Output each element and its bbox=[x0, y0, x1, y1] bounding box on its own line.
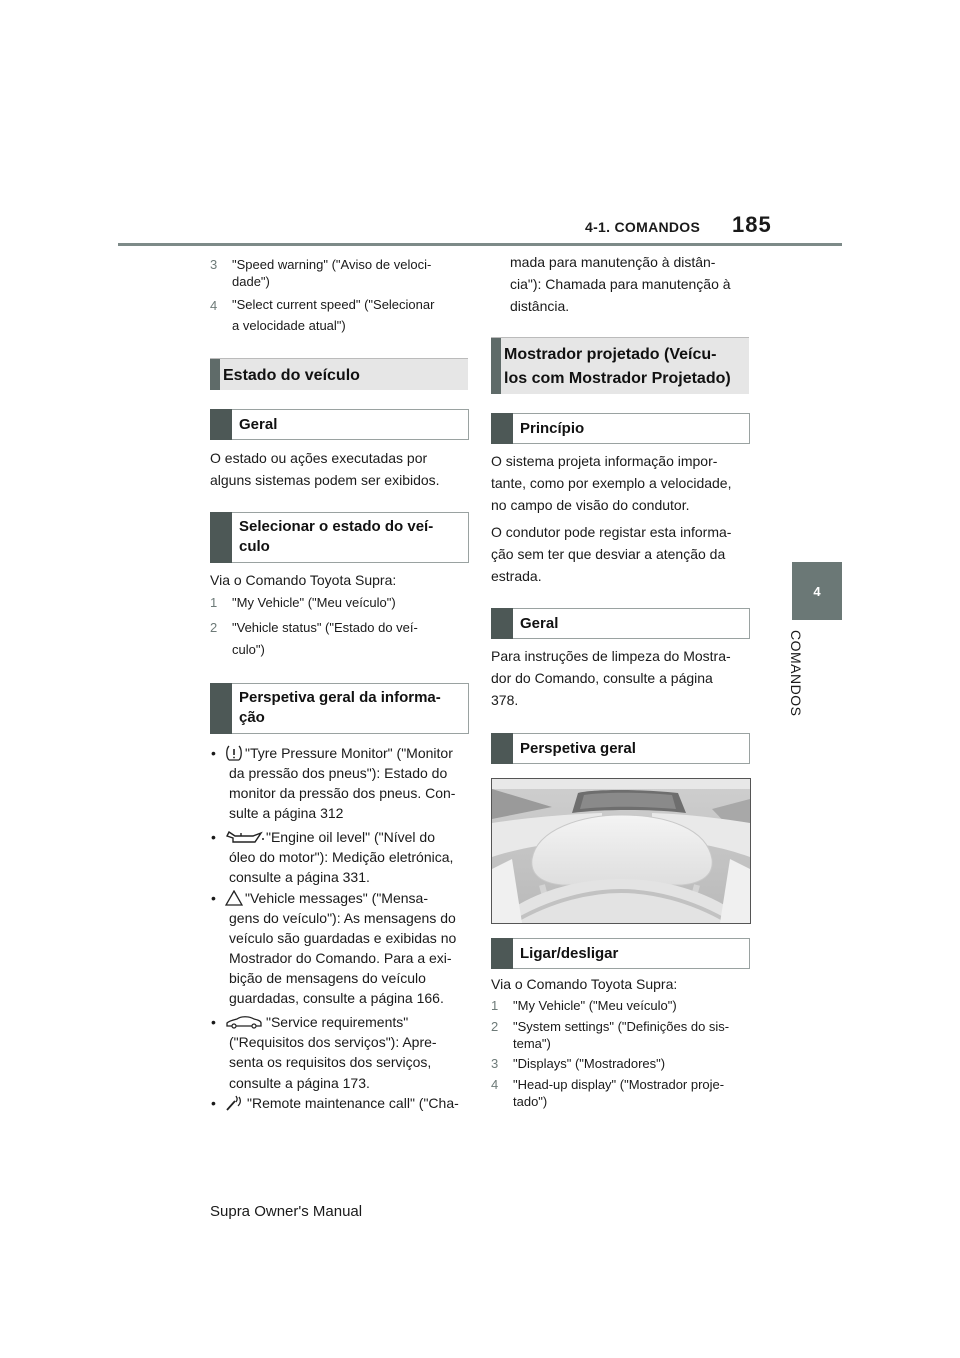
heading-mostrador-projetado: Mostrador projetado (Veícu- los com Mostrador Projetado) bbox=[491, 337, 749, 394]
step-1: 1 "My Vehicle" ("Meu veículo") bbox=[210, 595, 396, 610]
paragraph-geral-right: Para instruções de limpeza do Mostra- dor do Comando, consulte a página 378. bbox=[491, 648, 731, 708]
step-4 bbox=[210, 295, 470, 333]
footer-manual-title: Supra Owner's Manual bbox=[210, 1203, 363, 1220]
via-comando-text-right: Via o Comando Toyota Supra: bbox=[491, 976, 678, 992]
continued-text: mada para manutenção à distân- cia"): Chamada para manutenção à distância. bbox=[510, 254, 731, 314]
paragraph-principio: O sistema projeta informação impor- tante, como por exemplo a velocidade, no campo de visão do condutor. O condutor pode registar esta informa- ção sem ter que desviar a atenção da estrada. bbox=[491, 453, 732, 584]
step-4-right: 4 "Head-up display" ("Mostrador proje- tado") bbox=[491, 1077, 725, 1109]
step-number: 3 bbox=[210, 257, 218, 272]
chapter-tab: 4 bbox=[792, 562, 842, 620]
step-2-right: 2 "System settings" ("Definições do sis- tema") bbox=[491, 1019, 730, 1051]
subheading-geral: Geral bbox=[210, 409, 469, 440]
warning-triangle-icon bbox=[225, 890, 243, 906]
chapter-label: COMANDOS bbox=[788, 630, 804, 717]
subheading-perspetiva-geral-informacao: Perspetiva geral da informa- ção bbox=[210, 683, 469, 734]
section-title: 4-1. COMANDOS bbox=[585, 219, 701, 235]
subheading-principio: Princípio bbox=[491, 413, 750, 444]
car-service-icon bbox=[225, 1015, 263, 1029]
oil-can-icon bbox=[225, 830, 265, 844]
subheading-geral-right: Geral bbox=[491, 608, 750, 639]
step-3 bbox=[210, 256, 470, 289]
page-number: 185 bbox=[732, 212, 772, 237]
header-rule bbox=[118, 243, 842, 246]
heading-estado-do-veiculo: Estado do veículo bbox=[210, 358, 468, 390]
step-1-right: 1 "My Vehicle" ("Meu veículo") bbox=[491, 998, 677, 1013]
step-text: "Select current speed" ("Selecionar a velocidade atual") bbox=[232, 297, 435, 333]
tyre-pressure-icon bbox=[225, 745, 243, 761]
step-2: 2 "Vehicle status" ("Estado do veí- culo") bbox=[210, 620, 418, 657]
via-comando-text: Via o Comando Toyota Supra: bbox=[210, 572, 397, 588]
step-number: 4 bbox=[210, 298, 218, 313]
subheading-ligar-desligar: Ligar/desligar bbox=[491, 938, 750, 969]
step-text: "Speed warning" ("Aviso de veloci- dade") bbox=[232, 257, 432, 289]
chapter-label-container bbox=[786, 630, 806, 726]
wrench-icon bbox=[225, 1095, 245, 1111]
subheading-perspetiva-geral: Perspetiva geral bbox=[491, 733, 750, 764]
step-3-right: 3 "Displays" ("Mostradores") bbox=[491, 1056, 666, 1071]
subheading-selecionar-estado: Selecionar o estado do veí- culo bbox=[210, 512, 469, 563]
paragraph-geral: O estado ou ações executadas por alguns sistemas podem ser exibidos. bbox=[210, 450, 440, 488]
head-up-display-photo bbox=[491, 778, 751, 924]
